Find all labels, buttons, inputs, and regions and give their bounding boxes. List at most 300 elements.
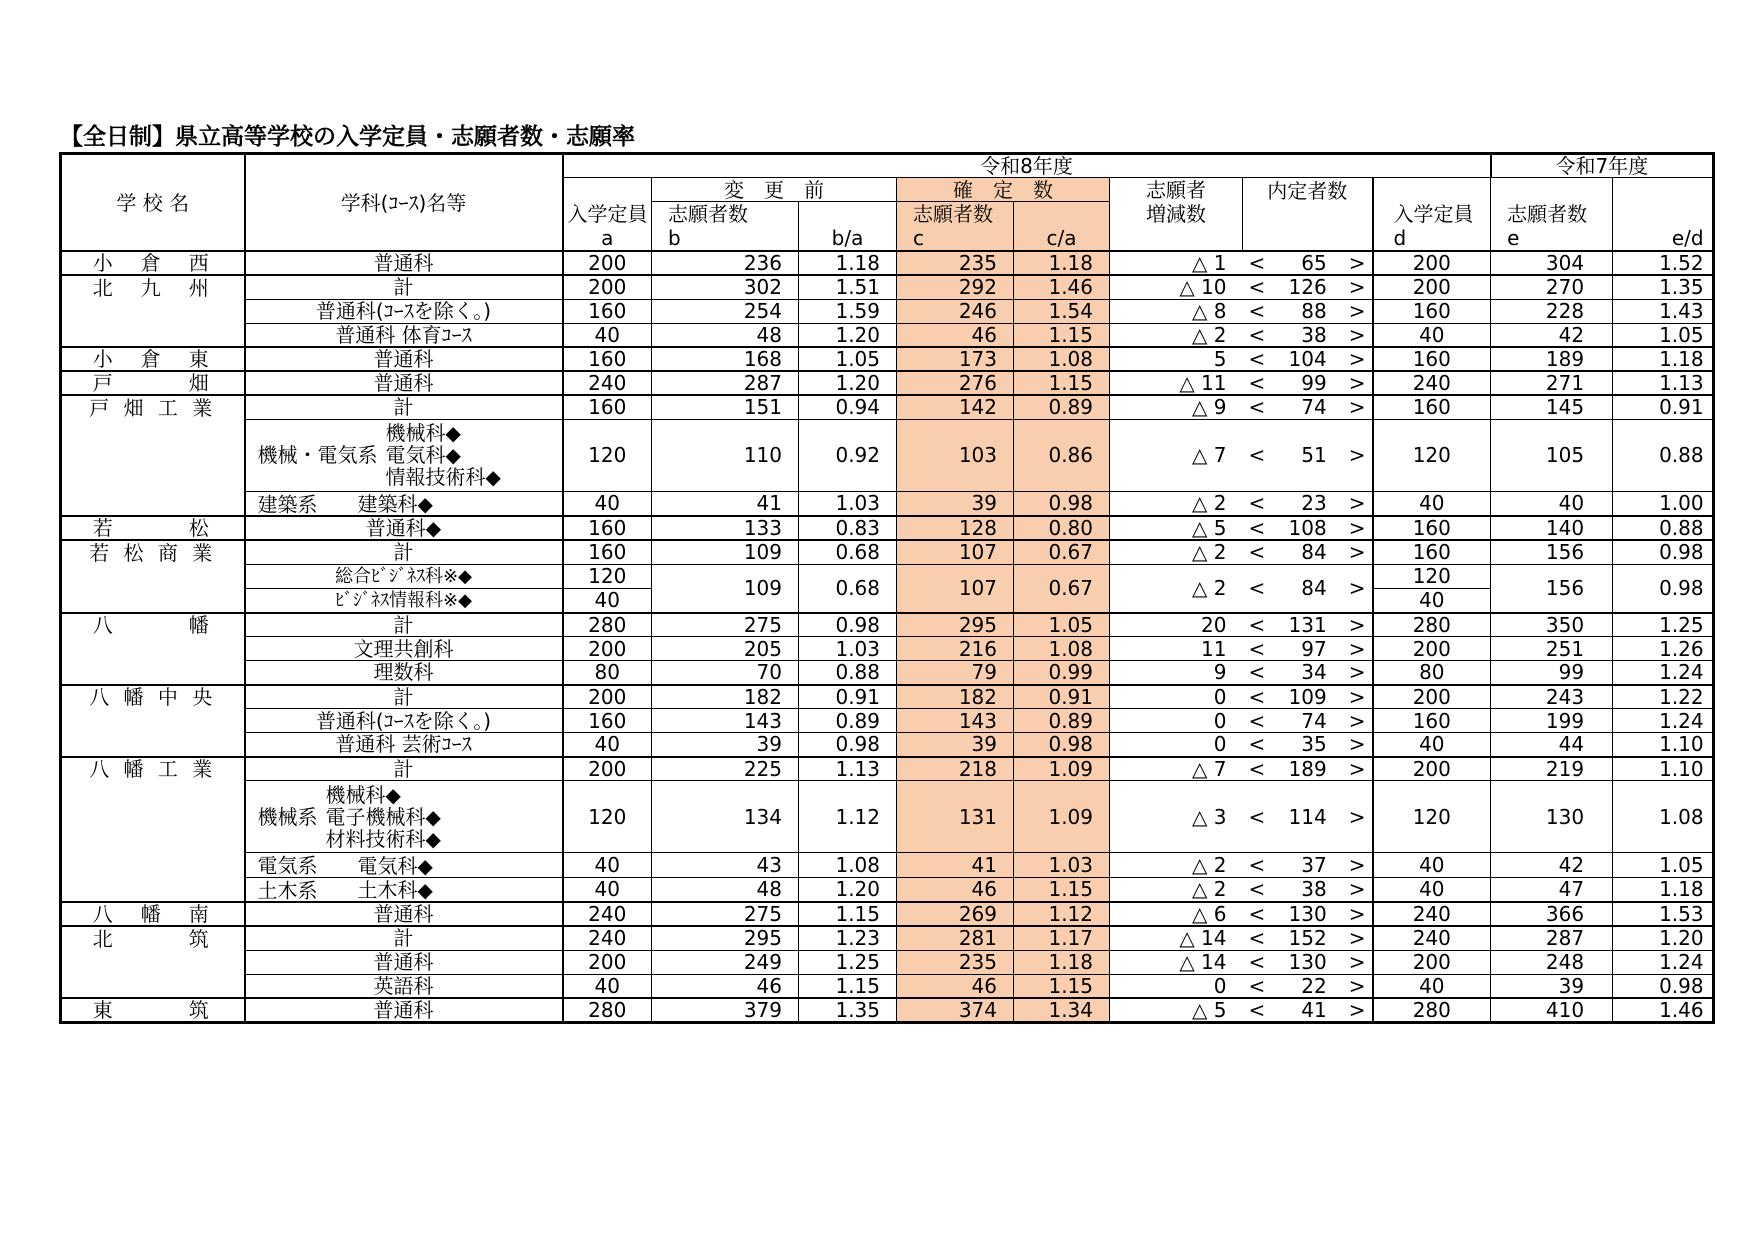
- ratio-ed: 1.22: [1613, 685, 1714, 709]
- naitei-value: 38: [1301, 877, 1327, 902]
- school-name: 若 松: [61, 516, 245, 540]
- ratio-ba: 0.98: [799, 733, 897, 757]
- dept-group-label: 電気系: [257, 853, 318, 878]
- capacity-a: 160: [563, 709, 652, 733]
- table-row: [61, 709, 1714, 733]
- ratio-ed: 1.53: [1613, 902, 1714, 926]
- ratio-ed: 1.24: [1613, 950, 1714, 974]
- capacity-a: 200: [563, 950, 652, 974]
- naitei-value: 104: [1288, 347, 1327, 371]
- ratio-ca: 0.80: [1014, 516, 1110, 540]
- applicants-e: 271: [1491, 371, 1613, 395]
- ratio-ca: 1.09: [1014, 781, 1110, 853]
- naitei-value: 65: [1301, 251, 1327, 275]
- naitei-value: 74: [1301, 708, 1327, 733]
- table-row: [61, 902, 1714, 926]
- ratio-ba: 1.15: [799, 974, 897, 998]
- applicants-e: 270: [1491, 275, 1613, 299]
- table-row: [61, 998, 1714, 1023]
- applicants-b: 48: [652, 877, 799, 902]
- dept-sub-label: 機械科◆: [385, 421, 461, 445]
- header-ca: c/a: [1014, 202, 1110, 252]
- applicant-change: 5: [1110, 347, 1243, 371]
- capacity-d: 240: [1373, 926, 1491, 950]
- ratio-ed: 1.05: [1613, 853, 1714, 878]
- naitei-cell: < > 99: [1243, 371, 1373, 395]
- ratio-ba: 0.88: [799, 661, 897, 685]
- applicants-e: 145: [1491, 395, 1613, 419]
- applicants-c: 246: [897, 299, 1014, 323]
- ratio-ed: 1.20: [1613, 926, 1714, 950]
- table-row: [61, 685, 1714, 709]
- applicants-b: 143: [652, 709, 799, 733]
- naitei-value: 35: [1301, 732, 1327, 757]
- applicants-c: 107: [897, 540, 1014, 564]
- dept-cell: [245, 781, 563, 853]
- applicants-c: 173: [897, 347, 1014, 371]
- capacity-d: 120: [1373, 419, 1491, 491]
- applicant-change: 0: [1110, 709, 1243, 733]
- ratio-ed: 1.10: [1613, 733, 1714, 757]
- applicants-c: 235: [897, 950, 1014, 974]
- applicant-change: △ 3: [1110, 781, 1243, 853]
- naitei-cell: < > 74: [1243, 709, 1373, 733]
- capacity-d: 160: [1373, 516, 1491, 540]
- header-b: b: [668, 226, 681, 250]
- admission-table: [59, 152, 1715, 1024]
- capacity-a: 80: [563, 661, 652, 685]
- ratio-ed: 1.26: [1613, 637, 1714, 661]
- ratio-ca: 1.15: [1014, 974, 1110, 998]
- applicants-b: 275: [652, 613, 799, 637]
- dept-name: 普通科 体育ｺｰｽ: [245, 323, 563, 347]
- applicants-c: 103: [897, 419, 1014, 491]
- applicant-change: △ 11: [1110, 371, 1243, 395]
- applicants-b: 236: [652, 251, 799, 275]
- ratio-ed: 1.43: [1613, 299, 1714, 323]
- school-name: [61, 299, 245, 323]
- dept-cell: [245, 419, 563, 491]
- capacity-d: 240: [1373, 371, 1491, 395]
- ratio-ca: 0.91: [1014, 685, 1110, 709]
- applicant-change: △ 2: [1110, 491, 1243, 516]
- ratio-ca: 1.08: [1014, 637, 1110, 661]
- school-name: [61, 950, 245, 974]
- capacity-d: 160: [1373, 540, 1491, 564]
- dept-name: 普通科: [245, 998, 563, 1023]
- applicants-e: 44: [1491, 733, 1613, 757]
- table-row: [61, 251, 1714, 275]
- naitei-cell: < > 34: [1243, 661, 1373, 685]
- naitei-value: 114: [1288, 804, 1327, 829]
- dept-name: 普通科 芸術ｺｰｽ: [245, 733, 563, 757]
- ratio-ba: 1.25: [799, 950, 897, 974]
- ratio-ed: 1.08: [1613, 781, 1714, 853]
- dept-sub-label: 総合ﾋﾞｼﾞﾈｽ科※◆: [246, 565, 562, 589]
- capacity-d: 40: [1373, 733, 1491, 757]
- applicants-b: 109: [652, 564, 799, 613]
- school-name: 八 幡 南: [61, 902, 245, 926]
- naitei-cell: < > 108: [1243, 516, 1373, 540]
- naitei-cell: < > 38: [1243, 877, 1373, 902]
- applicants-c: 216: [897, 637, 1014, 661]
- naitei-cell: < > 35: [1243, 733, 1373, 757]
- applicants-b: 134: [652, 781, 799, 853]
- capacity-a: 160: [563, 395, 652, 419]
- ratio-ed: 1.52: [1613, 251, 1714, 275]
- dept-name: 計: [245, 613, 563, 637]
- capacity-d: 40: [1373, 323, 1491, 347]
- table-row: [61, 371, 1714, 395]
- ratio-ba: 0.68: [799, 540, 897, 564]
- school-name: [61, 323, 245, 347]
- ratio-ca: 1.18: [1014, 251, 1110, 275]
- applicants-e: 228: [1491, 299, 1613, 323]
- applicant-change: △ 14: [1110, 950, 1243, 974]
- naitei-cell: < > 84: [1243, 540, 1373, 564]
- applicants-b: 39: [652, 733, 799, 757]
- school-name: 北 筑: [61, 926, 245, 950]
- applicants-c: 218: [897, 757, 1014, 781]
- table-row: [61, 950, 1714, 974]
- naitei-value: 108: [1288, 516, 1327, 540]
- applicant-change: △ 2: [1110, 564, 1243, 613]
- ratio-ed: 0.98: [1613, 974, 1714, 998]
- ratio-ba: 0.68: [799, 564, 897, 613]
- dept-cell: [245, 877, 563, 902]
- ratio-ba: 1.23: [799, 926, 897, 950]
- ratio-ba: 1.05: [799, 347, 897, 371]
- capacity-d: 200: [1373, 251, 1491, 275]
- applicants-c: 107: [897, 564, 1014, 613]
- naitei-cell: < > 88: [1243, 299, 1373, 323]
- applicants-e: 243: [1491, 685, 1613, 709]
- applicant-change: △ 14: [1110, 926, 1243, 950]
- ratio-ba: 1.15: [799, 902, 897, 926]
- applicants-b: 205: [652, 637, 799, 661]
- capacity-a: 240: [563, 371, 652, 395]
- applicants-c: 131: [897, 781, 1014, 853]
- dept-group-label: 土木系: [257, 878, 318, 902]
- ratio-ed: 0.88: [1613, 516, 1714, 540]
- capacity-d: 240: [1373, 902, 1491, 926]
- naitei-value: 130: [1288, 950, 1327, 974]
- header-dept: 学科(ｺｰｽ)名等: [245, 154, 563, 252]
- applicants-e: 366: [1491, 902, 1613, 926]
- naitei-cell: < > 38: [1243, 323, 1373, 347]
- capacity-a: 160: [563, 540, 652, 564]
- capacity-d: 40: [1373, 853, 1491, 878]
- applicants-c: 276: [897, 371, 1014, 395]
- naitei-cell: < > 37: [1243, 853, 1373, 878]
- naitei-cell: < > 130: [1243, 902, 1373, 926]
- table-row: [61, 491, 1714, 516]
- dept-group-label: 建築系: [257, 492, 318, 516]
- applicants-e: 199: [1491, 709, 1613, 733]
- school-name: [61, 491, 245, 516]
- capacity-a: 40: [563, 323, 652, 347]
- applicants-e: 350: [1491, 613, 1613, 637]
- applicant-change: 20: [1110, 613, 1243, 637]
- applicants-b: 43: [652, 853, 799, 878]
- capacity-d: 160: [1373, 347, 1491, 371]
- applicants-e: 251: [1491, 637, 1613, 661]
- applicants-c: 374: [897, 998, 1014, 1023]
- applicants-b: 275: [652, 902, 799, 926]
- ratio-ed: 1.18: [1613, 347, 1714, 371]
- table-row: [61, 516, 1714, 540]
- applicants-b: 379: [652, 998, 799, 1023]
- table-row: [61, 395, 1714, 419]
- ratio-ed: 1.13: [1613, 371, 1714, 395]
- ratio-ca: 1.09: [1014, 757, 1110, 781]
- table-row: [61, 564, 1714, 613]
- applicant-change: 11: [1110, 637, 1243, 661]
- dept-name: 普通科: [245, 371, 563, 395]
- dept-name: 普通科(ｺｰｽを除く。): [245, 709, 563, 733]
- capacity-d: 200: [1373, 685, 1491, 709]
- capacity-d: 280: [1373, 613, 1491, 637]
- table-header: [61, 154, 1714, 252]
- applicants-c: 46: [897, 974, 1014, 998]
- table-body: [61, 251, 1714, 1023]
- applicants-e: 156: [1491, 540, 1613, 564]
- ratio-ba: 1.12: [799, 781, 897, 853]
- ratio-ca: 1.54: [1014, 299, 1110, 323]
- school-name: [61, 733, 245, 757]
- naitei-cell: < > 65: [1243, 251, 1373, 275]
- ratio-ba: 0.94: [799, 395, 897, 419]
- school-name: [61, 853, 245, 878]
- applicants-e: 304: [1491, 251, 1613, 275]
- applicant-change: △ 2: [1110, 877, 1243, 902]
- naitei-cell: < > 22: [1243, 974, 1373, 998]
- table-row: [61, 540, 1714, 564]
- ratio-ca: 0.86: [1014, 419, 1110, 491]
- applicants-e: 410: [1491, 998, 1613, 1023]
- capacity-a: 200: [563, 757, 652, 781]
- capacity-a: 280: [563, 613, 652, 637]
- applicants-e: 130: [1491, 781, 1613, 853]
- dept-sub-label: 土木科◆: [357, 878, 433, 902]
- capacity-d: 120: [1373, 781, 1491, 853]
- naitei-cell: < > 130: [1243, 950, 1373, 974]
- ratio-ba: 0.83: [799, 516, 897, 540]
- ratio-ed: 1.46: [1613, 998, 1714, 1023]
- ratio-ba: 0.92: [799, 419, 897, 491]
- table-row: [61, 299, 1714, 323]
- applicants-e: 39: [1491, 974, 1613, 998]
- ratio-ed: 1.00: [1613, 491, 1714, 516]
- dept-group-label: 機械系: [257, 804, 318, 829]
- applicants-b: 295: [652, 926, 799, 950]
- applicant-change: △ 2: [1110, 540, 1243, 564]
- applicant-change: △ 5: [1110, 516, 1243, 540]
- school-name: 戸 畑 工 業: [61, 395, 245, 419]
- capacity-a: 40: [563, 491, 652, 516]
- table-row: [61, 419, 1714, 491]
- naitei-cell: < > 84: [1243, 564, 1373, 613]
- header-e: e: [1507, 225, 1520, 250]
- table-row: [61, 637, 1714, 661]
- ratio-ca: 1.15: [1014, 877, 1110, 902]
- header-d: d: [1393, 225, 1407, 250]
- applicants-e: 219: [1491, 757, 1613, 781]
- naitei-value: 84: [1301, 576, 1327, 600]
- naitei-value: 38: [1301, 322, 1327, 347]
- applicants-c: 79: [897, 661, 1014, 685]
- school-name: 戸 畑: [61, 371, 245, 395]
- header-ba: b/a: [799, 202, 897, 252]
- table-row: [61, 757, 1714, 781]
- dept-name: 普通科(ｺｰｽを除く。): [245, 299, 563, 323]
- naitei-value: 152: [1288, 926, 1327, 951]
- table-row: [61, 613, 1714, 637]
- applicants-c: 142: [897, 395, 1014, 419]
- ratio-ca: 0.98: [1014, 491, 1110, 516]
- applicant-change: 0: [1110, 974, 1243, 998]
- ratio-ca: 0.67: [1014, 540, 1110, 564]
- table-row: [61, 781, 1714, 853]
- school-name: 北 九 州: [61, 275, 245, 299]
- ratio-ed: 1.18: [1613, 877, 1714, 902]
- applicant-change: 0: [1110, 685, 1243, 709]
- header-r7: 令和7年度: [1491, 154, 1714, 178]
- header-applicants-e: 志願者数: [1507, 201, 1588, 226]
- ratio-ed: 0.91: [1613, 395, 1714, 419]
- school-name: 小 倉 東: [61, 347, 245, 371]
- capacity-a: 160: [563, 299, 652, 323]
- capacity-d: 280: [1373, 998, 1491, 1023]
- ratio-ba: 1.13: [799, 757, 897, 781]
- naitei-cell: < > 152: [1243, 926, 1373, 950]
- header-c: c: [913, 226, 924, 250]
- applicants-b: 46: [652, 974, 799, 998]
- applicants-e: 248: [1491, 950, 1613, 974]
- capacity-a: 240: [563, 902, 652, 926]
- applicants-b: 287: [652, 371, 799, 395]
- applicants-c: 143: [897, 709, 1014, 733]
- naitei-cell: < > 23: [1243, 491, 1373, 516]
- school-name: 八 幡 工 業: [61, 757, 245, 781]
- capacity-d: 200: [1373, 275, 1491, 299]
- header-school: 学 校 名: [61, 154, 245, 252]
- applicants-b: 254: [652, 299, 799, 323]
- capacity-d: 40: [1373, 877, 1491, 902]
- page-title: 【全日制】県立高等学校の入学定員・志願者数・志願率: [60, 124, 635, 150]
- capacity-d-value: 40: [1419, 587, 1445, 612]
- ratio-ed: 0.98: [1613, 564, 1714, 613]
- ratio-ca: 1.12: [1014, 902, 1110, 926]
- ratio-ca: 0.89: [1014, 709, 1110, 733]
- applicants-b: 70: [652, 661, 799, 685]
- naitei-cell: < > 51: [1243, 419, 1373, 491]
- dept-cell: [245, 853, 563, 878]
- applicants-b: 182: [652, 685, 799, 709]
- dept-sub-label: 電気科◆: [357, 853, 433, 878]
- header-capacity-d: 入学定員: [1393, 201, 1474, 226]
- naitei-cell: < > 74: [1243, 395, 1373, 419]
- ratio-ca: 1.46: [1014, 275, 1110, 299]
- applicant-change: △ 8: [1110, 299, 1243, 323]
- school-name: [61, 419, 245, 491]
- header-change2: 増減数: [1146, 201, 1206, 226]
- applicant-change: △ 7: [1110, 757, 1243, 781]
- table-row: [61, 323, 1714, 347]
- naitei-value: 97: [1301, 636, 1327, 661]
- naitei-value: 34: [1301, 660, 1327, 685]
- dept-sub-label: 電気科◆: [385, 443, 461, 467]
- school-name: 若 松 商 業: [61, 540, 245, 564]
- naitei-value: 126: [1288, 275, 1327, 300]
- applicants-c: 39: [897, 733, 1014, 757]
- school-name: 小 倉 西: [61, 251, 245, 275]
- capacity-a: 120: [563, 419, 652, 491]
- capacity-a: 200: [563, 685, 652, 709]
- capacity-a: 240: [563, 926, 652, 950]
- school-name: [61, 637, 245, 661]
- applicants-c: 235: [897, 251, 1014, 275]
- applicant-change: △ 10: [1110, 275, 1243, 299]
- applicants-c: 41: [897, 853, 1014, 878]
- dept-name: 理数科: [245, 661, 563, 685]
- applicants-b: 109: [652, 540, 799, 564]
- naitei-cell: < > 126: [1243, 275, 1373, 299]
- dept-group-label: 機械・電気系: [257, 443, 378, 467]
- applicants-c: 269: [897, 902, 1014, 926]
- capacity-d: 160: [1373, 395, 1491, 419]
- table-row: [61, 733, 1714, 757]
- ratio-ba: 1.20: [799, 877, 897, 902]
- dept-name: 文理共創科: [245, 637, 563, 661]
- ratio-ed: 0.98: [1613, 540, 1714, 564]
- naitei-value: 37: [1301, 852, 1327, 877]
- dept-sub-label: 建築科◆: [357, 492, 433, 516]
- applicants-e: 287: [1491, 926, 1613, 950]
- naitei-value: 22: [1301, 973, 1327, 998]
- applicants-b: 151: [652, 395, 799, 419]
- applicants-c: 46: [897, 323, 1014, 347]
- applicant-change: 0: [1110, 733, 1243, 757]
- naitei-value: 51: [1301, 443, 1327, 467]
- applicants-b: 249: [652, 950, 799, 974]
- dept-name: 計: [245, 395, 563, 419]
- ratio-ed: 1.24: [1613, 709, 1714, 733]
- ratio-ba: 0.91: [799, 685, 897, 709]
- capacity-d: 200: [1373, 637, 1491, 661]
- capacity-a: 40: [563, 733, 652, 757]
- dept-name: 普通科◆: [245, 516, 563, 540]
- capacity-d: 160: [1373, 709, 1491, 733]
- applicants-b: 225: [652, 757, 799, 781]
- ratio-ba: 0.89: [799, 709, 897, 733]
- table-row: [61, 347, 1714, 371]
- applicants-b: 110: [652, 419, 799, 491]
- capacity-a-value: 120: [564, 565, 652, 589]
- capacity-a: 160: [563, 347, 652, 371]
- ratio-ba: 1.20: [799, 323, 897, 347]
- capacity-a: 40: [563, 974, 652, 998]
- ratio-ba: 1.20: [799, 371, 897, 395]
- applicant-change: △ 6: [1110, 902, 1243, 926]
- school-name: 八 幡 中 央: [61, 685, 245, 709]
- dept-name: 計: [245, 275, 563, 299]
- dept-name: 普通科: [245, 251, 563, 275]
- applicants-b: 41: [652, 491, 799, 516]
- capacity-a: 160: [563, 516, 652, 540]
- header-ed: e/d: [1613, 202, 1714, 252]
- capacity-d: 40: [1373, 974, 1491, 998]
